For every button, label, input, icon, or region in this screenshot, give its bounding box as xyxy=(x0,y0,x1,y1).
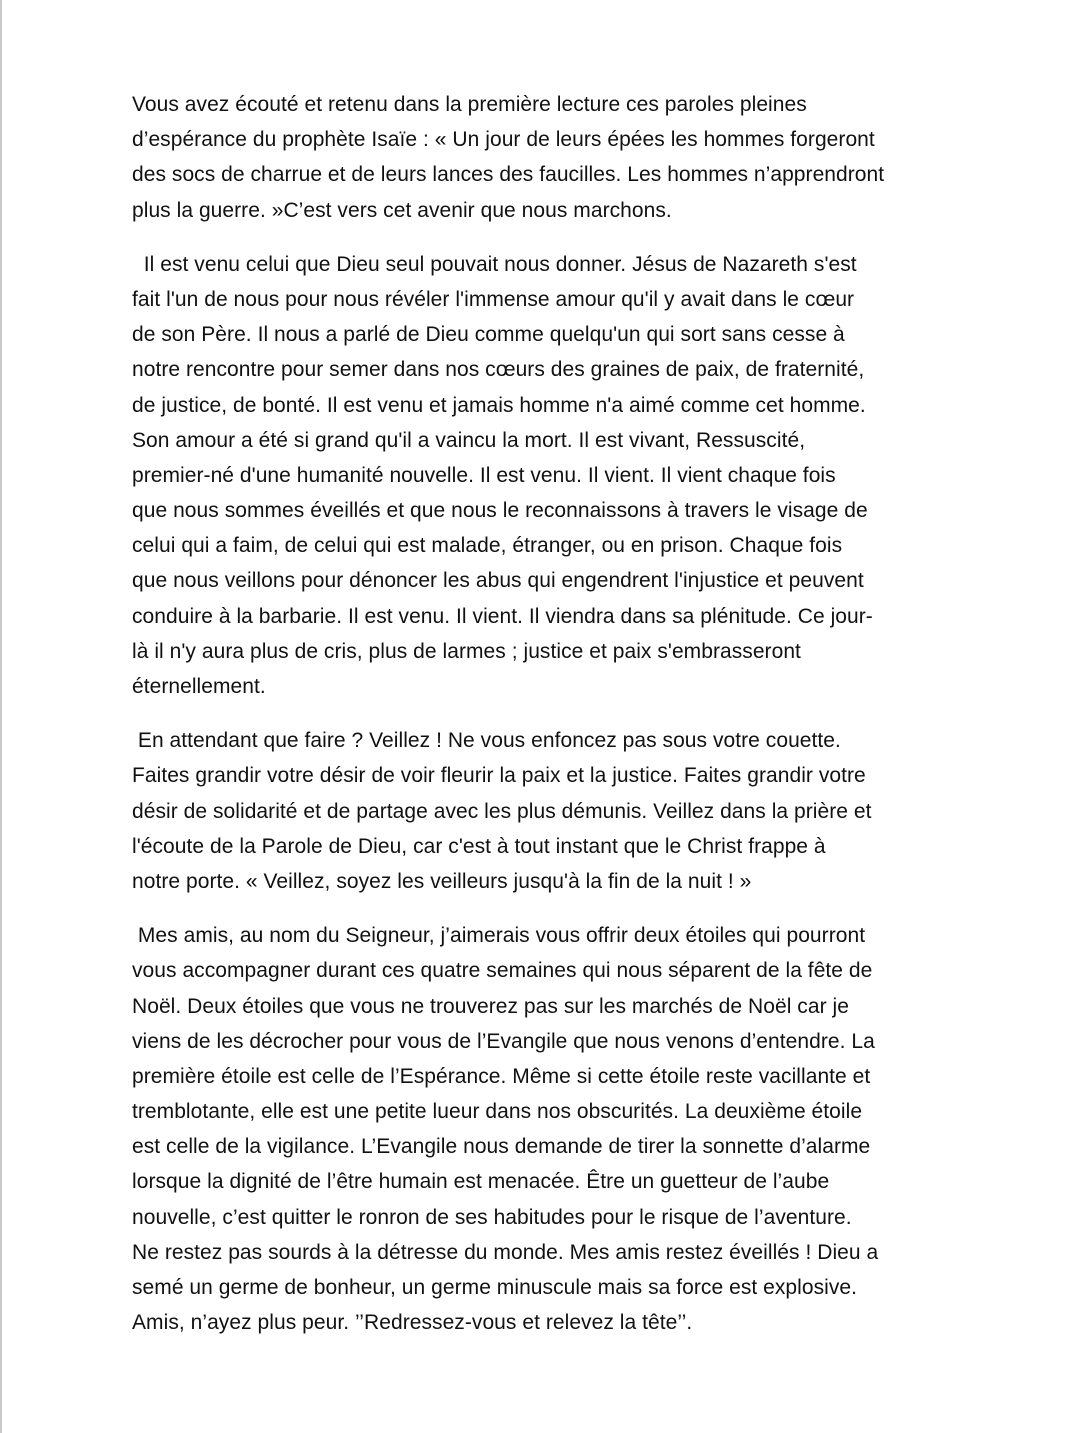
paragraph-1 xyxy=(132,87,962,228)
text-line: plus la guerre. »C’est vers cet avenir que nous marchons. xyxy=(132,198,672,222)
text-line: notre porte. « Veillez, soyez les veilleurs jusqu'à la fin de la nuit ! » xyxy=(132,869,752,893)
paragraph-2 xyxy=(132,247,962,704)
text-line: première étoile est celle de l’Espérance. Même si cette étoile reste vacillante et xyxy=(132,1064,871,1088)
text-line: fait l'un de nous pour nous révéler l'immense amour qu'il y avait dans le cœur xyxy=(132,287,855,311)
text-line: de justice, de bonté. Il est venu et jamais homme n'a aimé comme cet homme. xyxy=(132,393,866,417)
text-line: lorsque la dignité de l’être humain est menacée. Être un guetteur de l’aube xyxy=(132,1170,830,1194)
text-line: Amis, n’ayez plus peur. ’’Redressez-vous et relevez la tête’’. xyxy=(132,1311,693,1335)
paragraph-4 xyxy=(132,918,962,1340)
text-line: Son amour a été si grand qu'il a vaincu la mort. Il est vivant, Ressuscité, xyxy=(132,428,806,452)
text-line: désir de solidarité et de partage avec les plus démunis. Veillez dans la prière et xyxy=(132,799,872,823)
text-line: l'écoute de la Parole de Dieu, car c'est à tout instant que le Christ frappe à xyxy=(132,834,826,858)
text-line: nouvelle, c’est quitter le ronron de ses habitudes pour le risque de l’aventure. xyxy=(132,1205,852,1229)
text-line: viens de les décrocher pour vous de l’Evangile que nous venons d’entendre. La xyxy=(132,1029,875,1053)
text-line: que nous sommes éveillés et que nous le reconnaissons à travers le visage de xyxy=(132,499,868,523)
text-line: Mes amis, au nom du Seigneur, j’aimerais vous offrir deux étoiles qui pourront xyxy=(132,924,866,948)
text-line: En attendant que faire ? Veillez ! Ne vous enfoncez pas sous votre couette. xyxy=(132,729,841,753)
text-line: que nous veillons pour dénoncer les abus qui engendrent l'injustice et peuvent xyxy=(132,569,864,593)
paragraph-3 xyxy=(132,723,962,899)
document-body xyxy=(132,87,962,1340)
text-line: semé un germe de bonheur, un germe minuscule mais sa force est explosive. xyxy=(132,1276,858,1299)
text-line: celui qui a faim, de celui qui est malade, étranger, ou en prison. Chaque fois xyxy=(132,534,843,558)
text-line: vous accompagner durant ces quatre semaines qui nous séparent de la fête de xyxy=(132,959,873,983)
text-line: notre rencontre pour semer dans nos cœurs des graines de paix, de fraternité, xyxy=(132,358,865,382)
text-line: Il est venu celui que Dieu seul pouvait nous donner. Jésus de Nazareth s'est xyxy=(132,252,857,276)
text-line: là il n'y aura plus de cris, plus de larmes ; justice et paix s'embrasseront xyxy=(132,639,801,663)
text-line: d’espérance du prophète Isaïe : « Un jour de leurs épées les hommes forgeront xyxy=(132,128,875,152)
text-line: des socs de charrue et de leurs lances des faucilles. Les hommes n’apprendront xyxy=(132,163,885,187)
text-line: Vous avez écouté et retenu dans la première lecture ces paroles pleines xyxy=(132,93,807,116)
text-line: Ne restez pas sourds à la détresse du monde. Mes amis restez éveillés ! Dieu a xyxy=(132,1240,879,1264)
text-line: conduire à la barbarie. Il est venu. Il vient. Il viendra dans sa plénitude. Ce jour- xyxy=(132,604,873,628)
text-line: de son Père. Il nous a parlé de Dieu comme quelqu'un qui sort sans cesse à xyxy=(132,323,845,347)
text-line: est celle de la vigilance. L’Evangile nous demande de tirer la sonnette d’alarme xyxy=(132,1135,871,1159)
text-line: Noël. Deux étoiles que vous ne trouverez pas sur les marchés de Noël car je xyxy=(132,994,849,1018)
text-line: Faites grandir votre désir de voir fleurir la paix et la justice. Faites grandir votre xyxy=(132,764,866,788)
text-line: premier-né d'une humanité nouvelle. Il est venu. Il vient. Il vient chaque fois xyxy=(132,463,836,487)
text-line: éternellement. xyxy=(132,675,266,698)
text-line: tremblotante, elle est une petite lueur dans nos obscurités. La deuxième étoile xyxy=(132,1100,863,1124)
